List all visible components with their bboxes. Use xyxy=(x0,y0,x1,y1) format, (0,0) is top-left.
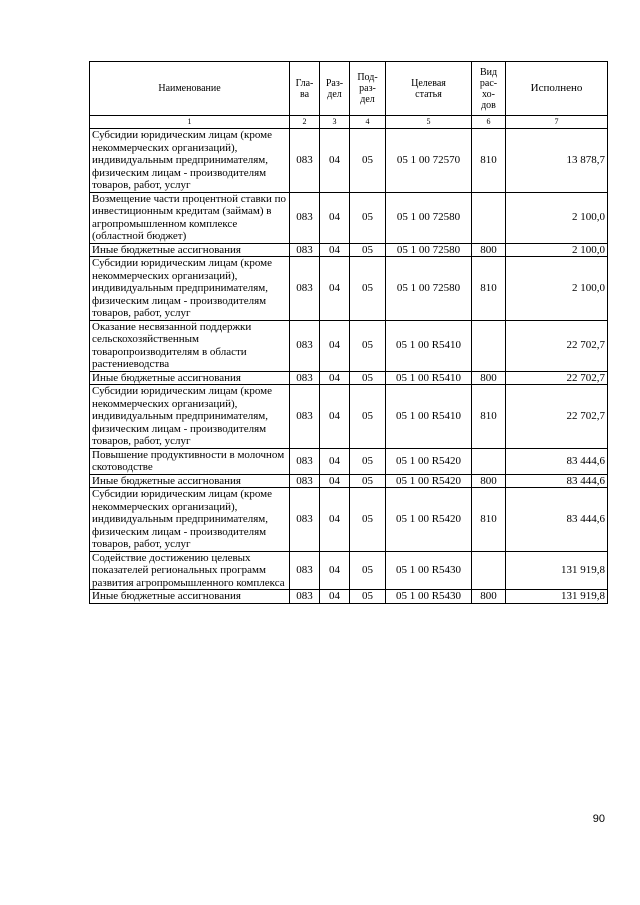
header-celevaya-statya: Целевая статья xyxy=(386,62,472,116)
cell-celevaya-statya: 05 1 00 R5420 xyxy=(386,488,472,552)
cell-glava: 083 xyxy=(290,448,320,474)
cell-glava: 083 xyxy=(290,257,320,321)
cell-glava: 083 xyxy=(290,474,320,488)
cell-razdel: 04 xyxy=(320,590,350,604)
cell-celevaya-statya: 05 1 00 72580 xyxy=(386,243,472,257)
table-row xyxy=(90,474,608,488)
cell-podrazdel: 05 xyxy=(350,488,386,552)
cell-podrazdel: 05 xyxy=(350,371,386,385)
header-vid-rashodov: Вид рас- хо- дов xyxy=(472,62,506,116)
cell-podrazdel: 05 xyxy=(350,474,386,488)
cell-ispolneno: 83 444,6 xyxy=(506,474,608,488)
cell-razdel: 04 xyxy=(320,371,350,385)
cell-celevaya-statya: 05 1 00 72580 xyxy=(386,257,472,321)
cell-ispolneno: 131 919,8 xyxy=(506,551,608,590)
column-number-cell: 1 xyxy=(90,116,290,129)
cell-name: Субсидии юридическим лицам (кроме некоммерческих организаций), индивидуальным предпринимателям, физическим лицам - производителям товаров, работ, услуг xyxy=(90,129,290,193)
table-row xyxy=(90,385,608,449)
table-row xyxy=(90,551,608,590)
cell-razdel: 04 xyxy=(320,257,350,321)
cell-celevaya-statya: 05 1 00 72580 xyxy=(386,192,472,243)
cell-name: Оказание несвязанной поддержки сельскохозяйственным товаропроизводителям в области растениеводства xyxy=(90,320,290,371)
column-number-cell: 7 xyxy=(506,116,608,129)
cell-razdel: 04 xyxy=(320,474,350,488)
cell-podrazdel: 05 xyxy=(350,590,386,604)
cell-podrazdel: 05 xyxy=(350,192,386,243)
cell-razdel: 04 xyxy=(320,385,350,449)
cell-ispolneno: 2 100,0 xyxy=(506,192,608,243)
cell-celevaya-statya: 05 1 00 R5410 xyxy=(386,371,472,385)
cell-ispolneno: 13 878,7 xyxy=(506,129,608,193)
cell-vid-rashodov: 800 xyxy=(472,243,506,257)
cell-ispolneno: 2 100,0 xyxy=(506,257,608,321)
cell-podrazdel: 05 xyxy=(350,448,386,474)
cell-podrazdel: 05 xyxy=(350,243,386,257)
cell-vid-rashodov: 810 xyxy=(472,129,506,193)
cell-podrazdel: 05 xyxy=(350,551,386,590)
cell-name: Субсидии юридическим лицам (кроме некоммерческих организаций), индивидуальным предпринимателям, физическим лицам - производителям товаров, работ, услуг xyxy=(90,385,290,449)
column-number-cell: 3 xyxy=(320,116,350,129)
cell-glava: 083 xyxy=(290,371,320,385)
cell-vid-rashodov: 810 xyxy=(472,488,506,552)
cell-razdel: 04 xyxy=(320,488,350,552)
cell-glava: 083 xyxy=(290,551,320,590)
cell-name: Субсидии юридическим лицам (кроме некоммерческих организаций), индивидуальным предпринимателям, физическим лицам - производителям товаров, работ, услуг xyxy=(90,257,290,321)
cell-celevaya-statya: 05 1 00 R5420 xyxy=(386,474,472,488)
cell-ispolneno: 83 444,6 xyxy=(506,448,608,474)
header-ispolneno: Исполнено xyxy=(506,62,608,116)
cell-razdel: 04 xyxy=(320,320,350,371)
table-row xyxy=(90,243,608,257)
header-name: Наименование xyxy=(90,62,290,116)
cell-vid-rashodov xyxy=(472,320,506,371)
cell-name: Иные бюджетные ассигнования xyxy=(90,371,290,385)
header-podrazdel: Под- раз- дел xyxy=(350,62,386,116)
cell-podrazdel: 05 xyxy=(350,129,386,193)
cell-celevaya-statya: 05 1 00 R5430 xyxy=(386,551,472,590)
cell-celevaya-statya: 05 1 00 R5420 xyxy=(386,448,472,474)
cell-razdel: 04 xyxy=(320,243,350,257)
cell-podrazdel: 05 xyxy=(350,385,386,449)
page-number: 90 xyxy=(592,813,605,825)
column-number-cell: 6 xyxy=(472,116,506,129)
cell-glava: 083 xyxy=(290,320,320,371)
cell-vid-rashodov: 800 xyxy=(472,474,506,488)
cell-name: Иные бюджетные ассигнования xyxy=(90,243,290,257)
table-row xyxy=(90,371,608,385)
column-number-row xyxy=(90,116,608,129)
column-number-cell: 2 xyxy=(290,116,320,129)
cell-ispolneno: 2 100,0 xyxy=(506,243,608,257)
cell-razdel: 04 xyxy=(320,129,350,193)
cell-name: Повышение продуктивности в молочном скотоводстве xyxy=(90,448,290,474)
table-row xyxy=(90,192,608,243)
table-row xyxy=(90,257,608,321)
header-razdel: Раз- дел xyxy=(320,62,350,116)
budget-table xyxy=(89,61,608,604)
cell-vid-rashodov xyxy=(472,192,506,243)
cell-name: Субсидии юридическим лицам (кроме некоммерческих организаций), индивидуальным предпринимателям, физическим лицам - производителям товаров, работ, услуг xyxy=(90,488,290,552)
cell-vid-rashodov xyxy=(472,448,506,474)
cell-podrazdel: 05 xyxy=(350,320,386,371)
cell-ispolneno: 22 702,7 xyxy=(506,385,608,449)
table-row xyxy=(90,590,608,604)
cell-name: Иные бюджетные ассигнования xyxy=(90,474,290,488)
column-number-cell: 4 xyxy=(350,116,386,129)
header-glava: Гла- ва xyxy=(290,62,320,116)
cell-name: Возмещение части процентной ставки по инвестиционным кредитам (займам) в агропромышленном комплексе (областной бюджет) xyxy=(90,192,290,243)
cell-glava: 083 xyxy=(290,488,320,552)
cell-celevaya-statya: 05 1 00 72570 xyxy=(386,129,472,193)
table-row xyxy=(90,129,608,193)
cell-vid-rashodov: 810 xyxy=(472,257,506,321)
cell-ispolneno: 22 702,7 xyxy=(506,320,608,371)
cell-vid-rashodov: 800 xyxy=(472,590,506,604)
cell-glava: 083 xyxy=(290,243,320,257)
header-row xyxy=(90,62,608,116)
table-body xyxy=(90,129,608,604)
cell-vid-rashodov: 800 xyxy=(472,371,506,385)
cell-glava: 083 xyxy=(290,385,320,449)
cell-vid-rashodov: 810 xyxy=(472,385,506,449)
cell-razdel: 04 xyxy=(320,448,350,474)
cell-razdel: 04 xyxy=(320,551,350,590)
cell-ispolneno: 22 702,7 xyxy=(506,371,608,385)
cell-podrazdel: 05 xyxy=(350,257,386,321)
table-row xyxy=(90,488,608,552)
cell-razdel: 04 xyxy=(320,192,350,243)
cell-glava: 083 xyxy=(290,590,320,604)
table-row xyxy=(90,448,608,474)
cell-ispolneno: 83 444,6 xyxy=(506,488,608,552)
column-number-cell: 5 xyxy=(386,116,472,129)
cell-glava: 083 xyxy=(290,192,320,243)
cell-celevaya-statya: 05 1 00 R5410 xyxy=(386,385,472,449)
cell-name: Содействие достижению целевых показателей региональных программ развития агропромышленного комплекса xyxy=(90,551,290,590)
cell-ispolneno: 131 919,8 xyxy=(506,590,608,604)
table-row xyxy=(90,320,608,371)
cell-celevaya-statya: 05 1 00 R5430 xyxy=(386,590,472,604)
cell-celevaya-statya: 05 1 00 R5410 xyxy=(386,320,472,371)
cell-name: Иные бюджетные ассигнования xyxy=(90,590,290,604)
cell-vid-rashodov xyxy=(472,551,506,590)
cell-glava: 083 xyxy=(290,129,320,193)
